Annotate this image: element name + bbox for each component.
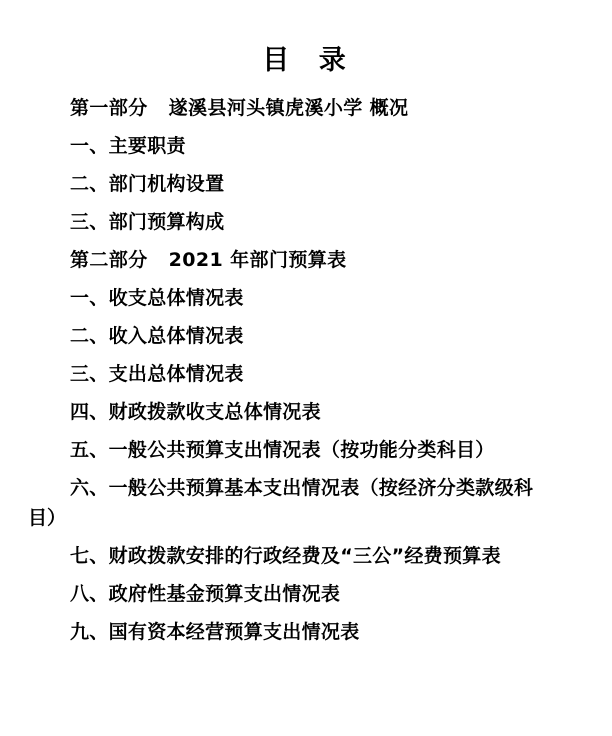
toc-entry-item-2-3[interactable]: 三、支出总体情况表 — [70, 363, 244, 385]
toc-entry-item-2-1[interactable]: 一、收支总体情况表 — [70, 287, 244, 309]
document-page — [0, 38, 612, 736]
toc-entry-item-2-2[interactable]: 二、收入总体情况表 — [70, 325, 244, 347]
toc-entry-item-2-8[interactable]: 八、政府性基金预算支出情况表 — [70, 583, 341, 605]
toc-entry-item-1-2[interactable]: 二、部门机构设置 — [70, 173, 225, 195]
toc-entry-item-2-6[interactable]: 六、一般公共预算基本支出情况表（按经济分类款级科 — [70, 477, 534, 499]
toc-entry-item-2-5[interactable]: 五、一般公共预算支出情况表（按功能分类科目） — [70, 439, 495, 461]
toc-entry-part-2[interactable]: 第二部分 2021 年部门预算表 — [70, 249, 347, 271]
toc-entry-item-1-1[interactable]: 一、主要职责 — [70, 135, 186, 157]
toc-entry-item-2-6-continuation: 目） — [28, 507, 67, 529]
toc-entry-item-1-3[interactable]: 三、部门预算构成 — [70, 211, 225, 233]
toc-entry-item-2-9[interactable]: 九、国有资本经营预算支出情况表 — [70, 621, 360, 643]
toc-entry-item-2-7[interactable]: 七、财政拨款安排的行政经费及“三公”经费预算表 — [70, 545, 501, 567]
toc-entry-item-2-4[interactable]: 四、财政拨款收支总体情况表 — [70, 401, 321, 423]
toc-entry-part-1[interactable]: 第一部分 遂溪县河头镇虎溪小学 概况 — [70, 97, 409, 119]
table-of-contents — [28, 99, 590, 642]
page-title: 目 录 — [262, 45, 356, 76]
